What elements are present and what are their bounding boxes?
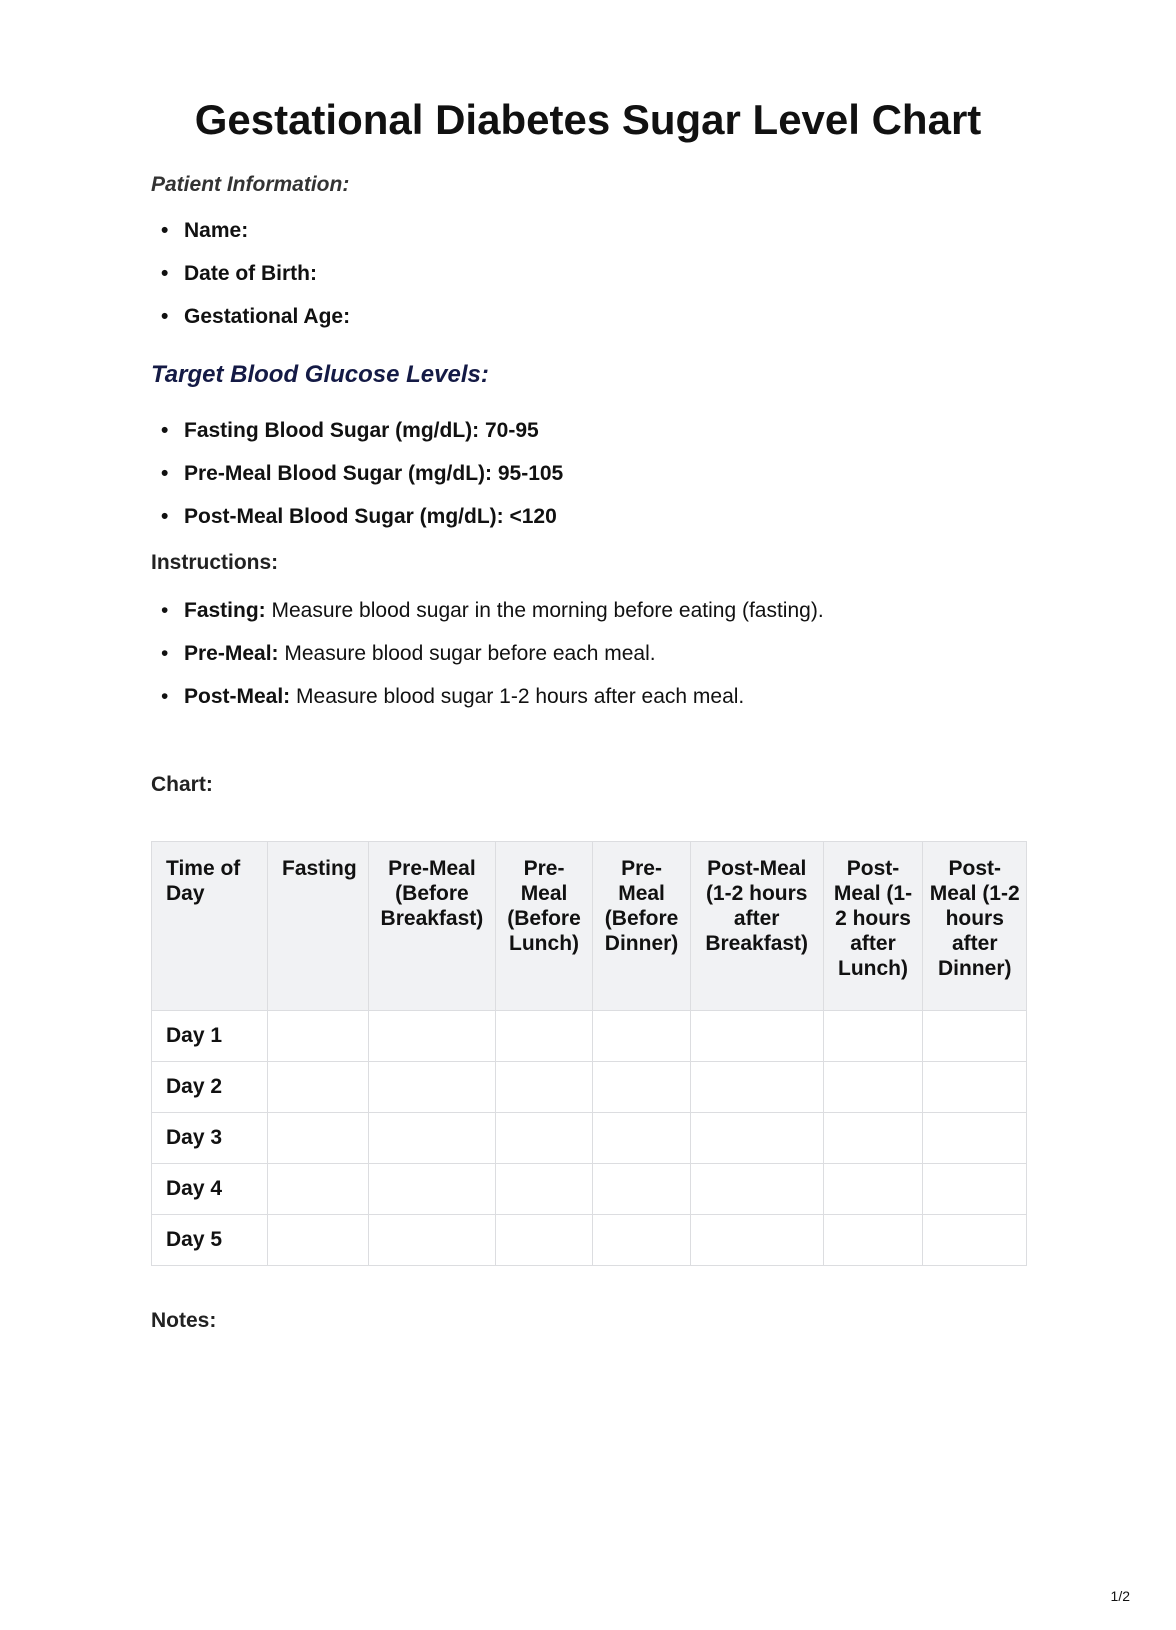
- entry-cell[interactable]: [593, 1164, 691, 1215]
- page-number: 1/2: [1110, 1588, 1130, 1604]
- instruction-fasting: [151, 597, 824, 640]
- column-header: Pre-Meal (Before Breakfast): [369, 842, 496, 1011]
- instruction-text: Measure blood sugar in the morning before eating (fasting).: [265, 599, 824, 622]
- table-row: [152, 1062, 1027, 1113]
- entry-cell[interactable]: [823, 1164, 923, 1215]
- target-pre-meal: • Pre-Meal Blood Sugar (mg/dL): 95-105: [151, 460, 563, 503]
- entry-cell[interactable]: [495, 1113, 592, 1164]
- entry-cell[interactable]: [268, 1011, 369, 1062]
- column-header: Post-Meal (1-2 hours after Breakfast): [690, 842, 823, 1011]
- row-label: Day 3: [152, 1113, 268, 1164]
- table-row: [152, 1164, 1027, 1215]
- patient-field-dob: • Date of Birth:: [151, 260, 350, 303]
- entry-cell[interactable]: [495, 1215, 592, 1266]
- instruction-pre-meal: [151, 640, 824, 683]
- entry-cell[interactable]: [495, 1164, 592, 1215]
- row-label: Day 4: [152, 1164, 268, 1215]
- entry-cell[interactable]: [593, 1215, 691, 1266]
- table-row: [152, 1113, 1027, 1164]
- patient-field-gestational-age: • Gestational Age:: [151, 303, 350, 346]
- entry-cell[interactable]: [923, 1164, 1027, 1215]
- table-row: [152, 1215, 1027, 1266]
- entry-cell[interactable]: [369, 1113, 496, 1164]
- targets-heading: Target Blood Glucose Levels:: [151, 361, 489, 388]
- entry-cell[interactable]: [823, 1062, 923, 1113]
- entry-cell[interactable]: [268, 1164, 369, 1215]
- column-header: Fasting: [268, 842, 369, 1011]
- instruction-label: Pre-Meal:: [184, 642, 279, 665]
- column-header: Post-Meal (1-2 hours after Dinner): [923, 842, 1027, 1011]
- entry-cell[interactable]: [690, 1215, 823, 1266]
- entry-cell[interactable]: [923, 1011, 1027, 1062]
- column-header: Pre-Meal (Before Lunch): [495, 842, 592, 1011]
- entry-cell[interactable]: [823, 1113, 923, 1164]
- entry-cell[interactable]: [495, 1011, 592, 1062]
- entry-cell[interactable]: [923, 1062, 1027, 1113]
- entry-cell[interactable]: [923, 1215, 1027, 1266]
- entry-cell[interactable]: [593, 1113, 691, 1164]
- entry-cell[interactable]: [923, 1113, 1027, 1164]
- entry-cell[interactable]: [369, 1164, 496, 1215]
- entry-cell[interactable]: [690, 1113, 823, 1164]
- entry-cell[interactable]: [268, 1215, 369, 1266]
- entry-cell[interactable]: [593, 1011, 691, 1062]
- notes-heading: Notes:: [151, 1309, 217, 1332]
- entry-cell[interactable]: [369, 1215, 496, 1266]
- entry-cell[interactable]: [495, 1062, 592, 1113]
- table-header-row: [152, 842, 1027, 1011]
- patient-field-name: • Name:: [151, 217, 350, 260]
- patient-fields-list: [151, 217, 350, 346]
- instructions-heading: Instructions:: [151, 551, 279, 574]
- row-label: Day 5: [152, 1215, 268, 1266]
- row-label: Day 1: [152, 1011, 268, 1062]
- column-header: Post-Meal (1-2 hours after Lunch): [823, 842, 923, 1011]
- target-fasting: • Fasting Blood Sugar (mg/dL): 70-95: [151, 417, 563, 460]
- chart-heading: Chart:: [151, 773, 213, 796]
- page-title: Gestational Diabetes Sugar Level Chart: [194, 96, 982, 143]
- instructions-list: [151, 597, 824, 726]
- entry-cell[interactable]: [823, 1215, 923, 1266]
- entry-cell[interactable]: [690, 1164, 823, 1215]
- entry-cell[interactable]: [369, 1011, 496, 1062]
- instruction-label: Fasting:: [184, 599, 266, 622]
- entry-cell[interactable]: [690, 1011, 823, 1062]
- targets-list: [151, 417, 563, 546]
- instruction-text: Measure blood sugar before each meal.: [278, 642, 656, 665]
- entry-cell[interactable]: [268, 1113, 369, 1164]
- instruction-post-meal: [151, 683, 824, 726]
- entry-cell[interactable]: [369, 1062, 496, 1113]
- instruction-label: Post-Meal:: [184, 685, 291, 708]
- column-header: Time of Day: [152, 842, 268, 1011]
- target-post-meal: • Post-Meal Blood Sugar (mg/dL): <120: [151, 503, 563, 546]
- row-label: Day 2: [152, 1062, 268, 1113]
- column-header: Pre-Meal (Before Dinner): [593, 842, 691, 1011]
- patient-info-heading: Patient Information:: [151, 173, 350, 196]
- entry-cell[interactable]: [268, 1062, 369, 1113]
- instruction-text: Measure blood sugar 1-2 hours after each meal.: [290, 685, 745, 708]
- table-row: [152, 1011, 1027, 1062]
- entry-cell[interactable]: [823, 1011, 923, 1062]
- glucose-log-table: [151, 841, 1027, 1266]
- entry-cell[interactable]: [593, 1062, 691, 1113]
- entry-cell[interactable]: [690, 1062, 823, 1113]
